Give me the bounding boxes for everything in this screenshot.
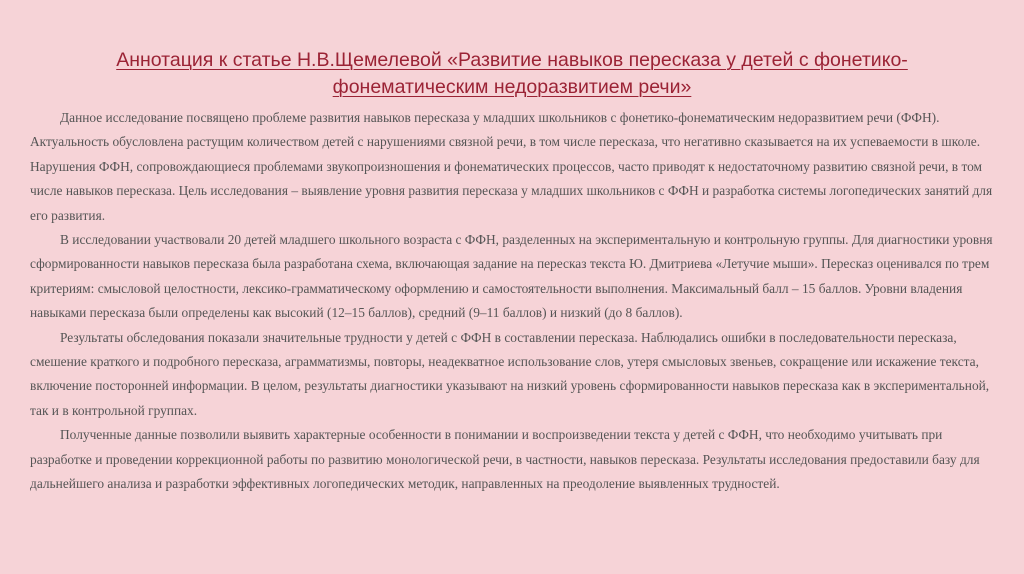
paragraph-method: В исследовании участвовали 20 детей младшего школьного возраста с ФФН, разделенных на экспериментальную и контрольную группы. Для диагностики уровня сформированности навыков пересказа была разработана схема, включающая задание на пересказ текста Ю. Дмитриева «Летучие мыши». Пересказ оценивался по трем критериям: смысловой целостности, лексико-грамматическому оформлению и самостоятельности выполнения. Максимальный балл – 15 баллов. Уровни владения навыками пересказа были определены как высокий (12–15 баллов), средний (9–11 баллов) и низкий (до 8 баллов). bbox=[30, 232, 993, 321]
paragraph-results: Результаты обследования показали значительные трудности у детей с ФФН в составлении пересказа. Наблюдались ошибки в последовательности пересказа, смешение краткого и подробного пересказа, аграмматизмы, повторы, неадекватное использование слов, утеря смысловых звеньев, сокращение или искажение текста, включение посторонней информации. В целом, результаты диагностики указывают на низкий уровень сформированности навыков пересказа как в экспериментальной, так и в контрольной группах. bbox=[30, 329, 990, 418]
paragraph-intro: Данное исследование посвящено проблеме развития навыков пересказа у младших школьников с фонетико-фонематическим недоразвитием речи (ФФН). Актуальность обусловлена растущим количеством детей с нарушениями связной речи, в том числе пересказа, что негативно сказывается на их успеваемости в школе. Нарушения ФФН, сопровождающиеся проблемами звукопроизношения и фонематических процессов, часто приводят к недостаточному развитию связной речи, в том числе навыков пересказа. Цель исследования – выявление уровня развития пересказа у младших школьников с ФФН и разработка системы логопедических занятий для его развития. bbox=[30, 110, 993, 223]
slide-body bbox=[30, 106, 994, 497]
paragraph-conclusion: Полученные данные позволили выявить характерные особенности в понимании и воспроизведении текста у детей с ФФН, что необходимо учитывать при разработке и проведении коррекционной работы по развитию монологической речи, в частности, навыков пересказа. Результаты исследования предоставили базу для дальнейшего анализа и разработки эффективных логопедических методик, направленных на преодоление выявленных трудностей. bbox=[30, 427, 980, 492]
slide-title: Аннотация к статье Н.В.Щемелевой «Развитие навыков пересказа у детей с фонетико-фонематическим недоразвитием речи» bbox=[116, 49, 908, 98]
